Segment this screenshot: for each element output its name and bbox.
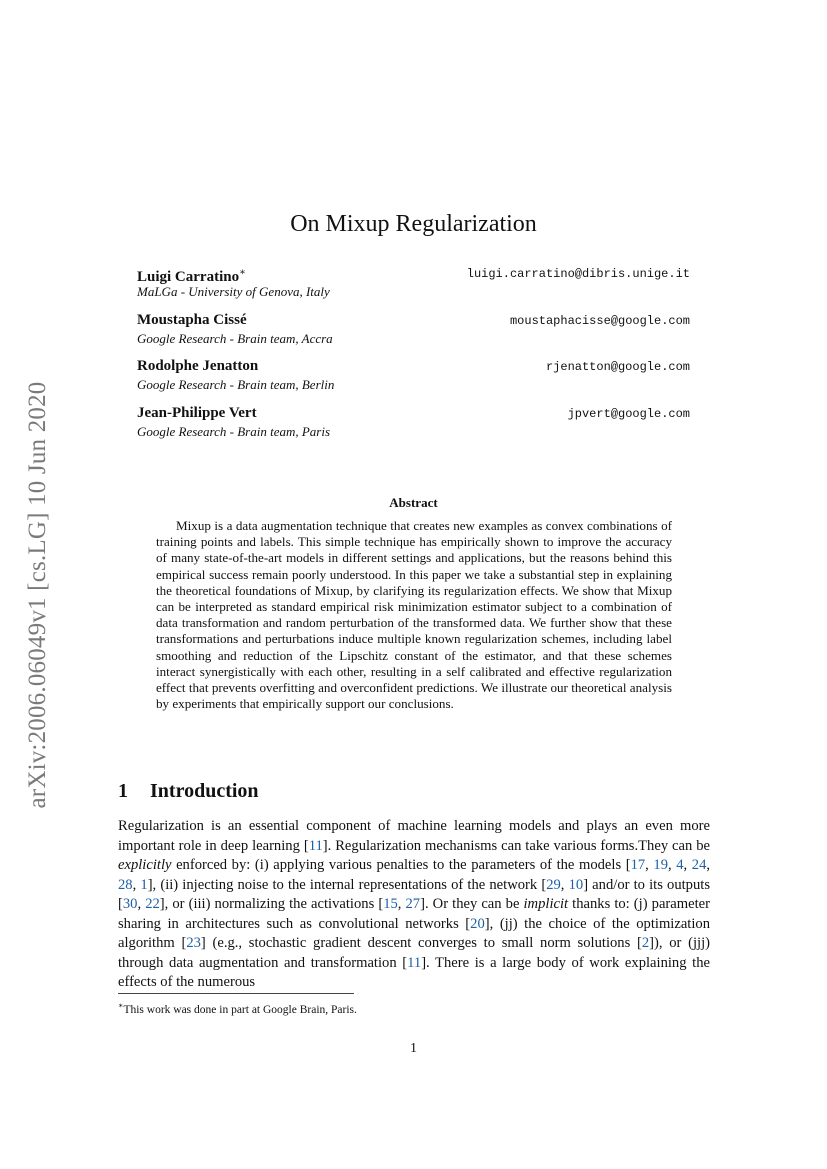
citation-link[interactable]: 11 (308, 837, 323, 854)
author-block (137, 311, 690, 355)
author-name: Jean-Philippe Vert (137, 405, 257, 421)
author-name: Luigi Carratino∗ (137, 267, 246, 285)
citation-link[interactable]: 4 (676, 857, 684, 874)
citation-link[interactable]: 11 (407, 954, 422, 971)
citation-link[interactable]: 20 (470, 915, 485, 932)
author-block (137, 264, 690, 308)
citation-link[interactable]: 17 (630, 857, 646, 874)
abstract-heading: Abstract (389, 495, 438, 510)
citation-link[interactable]: 1 (140, 876, 148, 893)
abstract-text: Mixup is a data augmentation technique that creates new examples as convex combinations of training points and labels. This simple technique has empirically shown to improve the accuracy of many state-of-the-art models in different settings and applications, but the reasons behind this empirical success remain poorly understood. In this paper we take a substantial step in explaining the theoretical foundations of Mixup, by clarifying its regularization effects. We show that Mixup can be interpreted as standard empirical risk minimization estimator subject to a combination of data transformation and random perturbation of the transformed data. We further show that these transformations and perturbations induce multiple known regularization schemes, including label smoothing and reduction of the Lipschitz constant of the estimator, and that these schemes interact synergistically with each other, resulting in a self calibrated and effective regularization effect that prevents overfitting and overconfident predictions. We illustrate our theoretical analysis by experiments that empirically support our conclusions. (156, 518, 672, 712)
author-email: luigi.carratino@dibris.unige.it (466, 267, 690, 281)
citation-link[interactable]: 2 (641, 935, 650, 952)
citation-link[interactable]: 29 (546, 876, 561, 893)
page-number: 1 (410, 1041, 417, 1056)
emphasis: explicitly (118, 857, 172, 874)
author-block (137, 404, 690, 448)
author-affiliation: Google Research - Brain team, Berlin (137, 377, 335, 392)
author-name: Moustapha Cissé (137, 312, 247, 328)
section-heading (118, 779, 259, 803)
author-email: jpvert@google.com (567, 407, 690, 421)
section-title: Introduction (150, 780, 259, 802)
intro-paragraph: Regularization is an essential component of machine learning models and plays an even more important role in deep learning [11]. Regularization mechanisms can take various forms.They can be explicitly enforced by: (i) applying various penalties to the parameters of the models [17, 19, 4, 24, 28, 1], (ii) injecting noise to the internal representations of the network [29, 10] and/or to its outputs [30, 22], or (iii) normalizing the activations [15, 27]. Or they can be implicit thanks to: (j) parameter sharing in architectures such as convolutional networks [20], (jj) the choice of the optimization algorithm [23] (e.g., stochastic gradient descent converges to small norm solutions [2]), or (jjj) through data augmentation and transformation [11]. There is a large body of work explaining the effects of the numerous (118, 818, 711, 991)
citation-link[interactable]: 15 (383, 896, 398, 913)
citation-link[interactable]: 19 (653, 857, 668, 874)
emphasis: implicit (523, 896, 569, 913)
footnote-rule (118, 993, 354, 994)
citation-link[interactable]: 28 (118, 876, 133, 893)
author-affiliation: MaLGa - University of Genova, Italy (137, 284, 330, 299)
author-block (137, 357, 690, 401)
author-email: rjenatton@google.com (545, 360, 690, 374)
citation-link[interactable]: 30 (122, 896, 138, 913)
citation-link[interactable]: 24 (691, 857, 707, 874)
citation-link[interactable]: 23 (186, 935, 201, 952)
author-name: Rodolphe Jenatton (137, 358, 259, 374)
footnote-text: This work was done in part at Google Brain, Paris. (123, 1003, 357, 1016)
footnote-mark: ∗ (118, 1001, 124, 1010)
author-affiliation: Google Research - Brain team, Accra (137, 331, 333, 346)
citation-link[interactable]: 10 (568, 876, 584, 893)
footnote-mark: ∗ (239, 267, 246, 278)
section-number: 1 (118, 780, 128, 802)
author-email: moustaphacisse@google.com (509, 314, 690, 328)
citation-link[interactable]: 27 (405, 896, 421, 913)
paper-title: On Mixup Regularization (290, 211, 537, 237)
author-affiliation: Google Research - Brain team, Paris (137, 424, 331, 439)
arxiv-identifier: arXiv:2006.06049v1 [cs.LG] 10 Jun 2020 (24, 381, 51, 809)
footnote (118, 999, 357, 1017)
citation-link[interactable]: 22 (145, 896, 160, 913)
